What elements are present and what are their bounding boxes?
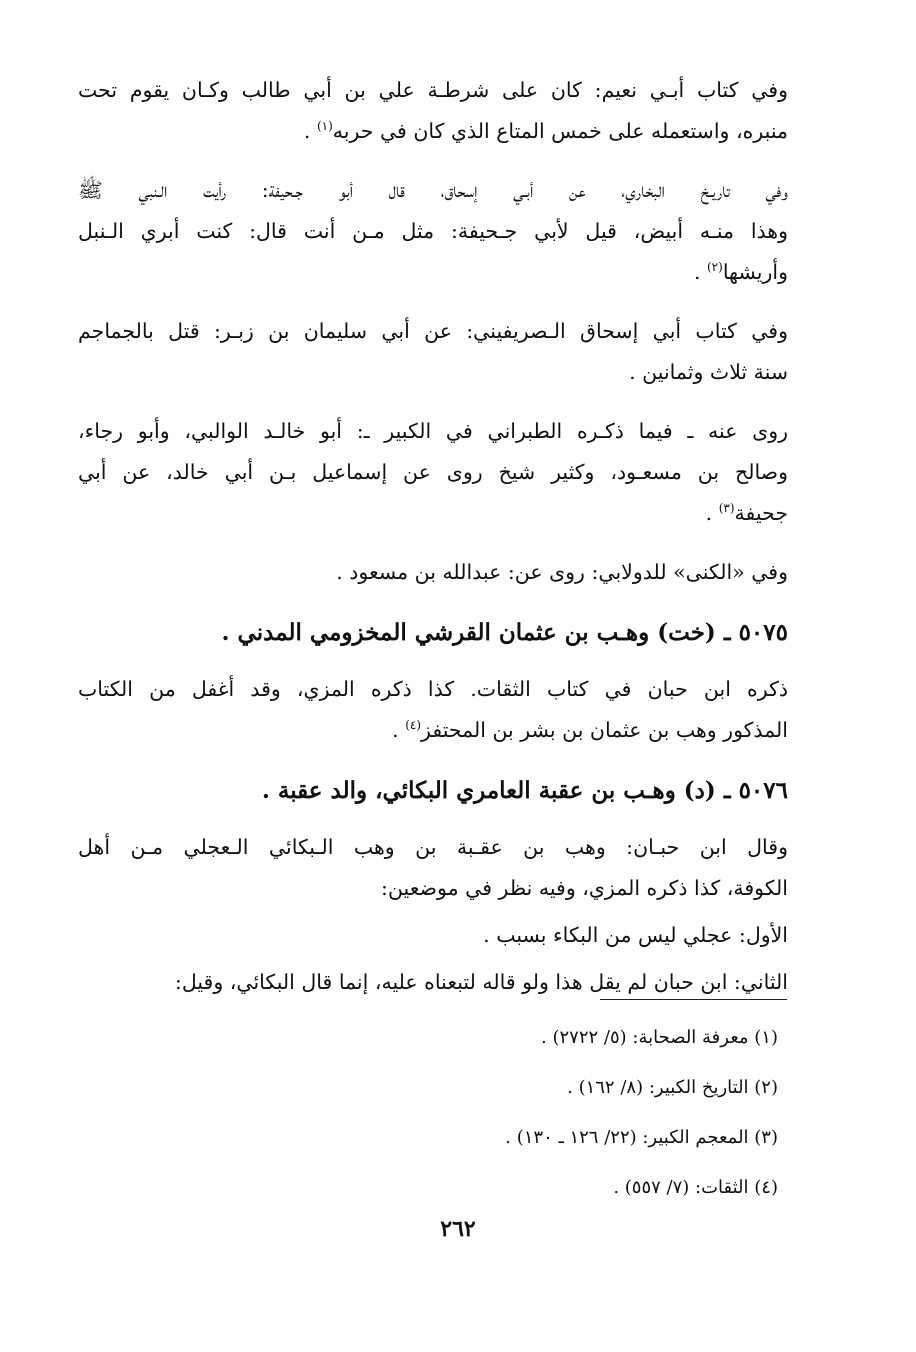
paragraph [78,962,788,1003]
footnote: (٤) الثقات: (٧/ ٥٥٧) . [613,1177,778,1198]
text-line: وفي كتاب أبـي نعيم: كان على شرطـة علي بن أبي طالب وكـان يقوم تحت [78,78,788,102]
footnote-ref: (١) [316,119,333,134]
text-fragment: . [303,119,317,143]
footnote-ref: (٣) [718,501,735,516]
footnote: (٢) التاريخ الكبير: (٨/ ١٦٢) . [567,1077,778,1098]
footnote: (١) معرفة الصحابة: (٥/ ٢٧٢٢) . [541,1027,778,1048]
paragraph [78,827,788,909]
text-line [78,252,788,293]
footnotes [278,1013,778,1213]
text-line: الأول: عجلي ليس من البكاء بسبب . [483,923,788,947]
text-fragment: منبره، واستعمله على خمس المتاع الذي كان في حربه [332,119,788,143]
footnote-separator [600,999,787,1000]
text-line: الثاني: ابن حبان لم يقل هذا ولو قاله لتبعناه عليه، إنما قال البكائي، وقيل: [174,970,788,994]
footnote-ref: (٢) [706,260,723,275]
footnote: (٣) المعجم الكبير: (٢٢/ ١٢٦ ـ ١٣٠) . [505,1127,778,1148]
page-number: ٢٦٢ [440,1216,476,1242]
text-line: وقال ابن حبـان: وهب بن عقـبة بن وهب الـبكائي الـعجلي مـن أهل [78,835,788,859]
footnote-ref: (٤) [405,718,422,733]
page-body [78,70,788,1021]
text-line: الكوفة، كذا ذكره المزي، وفيه نظر في موضعين: [381,876,788,900]
paragraph [78,669,788,751]
text-line: وصالح بن مسعـود، وكثير شيخ روى عن إسماعيل بـن أبي خالد، عن أبي [78,460,788,484]
text-line: ذكره ابن حبان في كتاب الثقات. كذا ذكره المزي، وقد أغفل من الكتاب [78,677,788,701]
entry-heading: ٥٠٧٦ ـ (د) وهـب بن عقبة العامري البكائي، والد عقبة . [261,777,788,804]
text-line [78,710,788,751]
text-line [78,493,788,534]
paragraph [78,552,788,593]
entry-heading: ٥٠٧٥ ـ (خت) وهـب بن عثمان القرشي المخزومي المدني . [221,619,788,646]
text-fragment: جحيفة [734,501,788,525]
text-fragment: . [705,501,719,525]
text-line: روى عنه ـ فيما ذكـره الطبراني في الكبير ـ: أبو خالـد الوالبي، وأبو رجاء، [78,419,788,443]
paragraph [78,311,788,393]
text-line [78,111,788,152]
text-line: وفي كتاب أبي إسحاق الـصريفيني: عن أبي سليمان بن زبـر: قتل بالجماجم [78,319,788,343]
text-line: وهذا منـه أبيض، قيل لأبي جـحيفة: مثل مـن أنت قال: كنت أبري الـنبل [78,219,788,243]
paragraph [78,70,788,152]
text-fragment: . [392,718,406,742]
text-line: سنة ثلاث وثمانين . [629,360,788,384]
text-line: وفي «الكنى» للدولابي: روى عن: عبدالله بن مسعود . [336,560,788,584]
paragraph [78,170,788,293]
text-fragment: المذكور وهب بن عثمان بن بشر بن المحتفز [421,718,788,742]
text-fragment: وأريشها [722,260,788,284]
text-fragment: . [693,260,707,284]
paragraph [78,915,788,956]
paragraph [78,411,788,534]
text-line: وفي تاريـخ البخاري، عن أبـي إسحاق، قال أبو جـحيفة: رأيت الـنبي ﷺ [78,178,788,202]
